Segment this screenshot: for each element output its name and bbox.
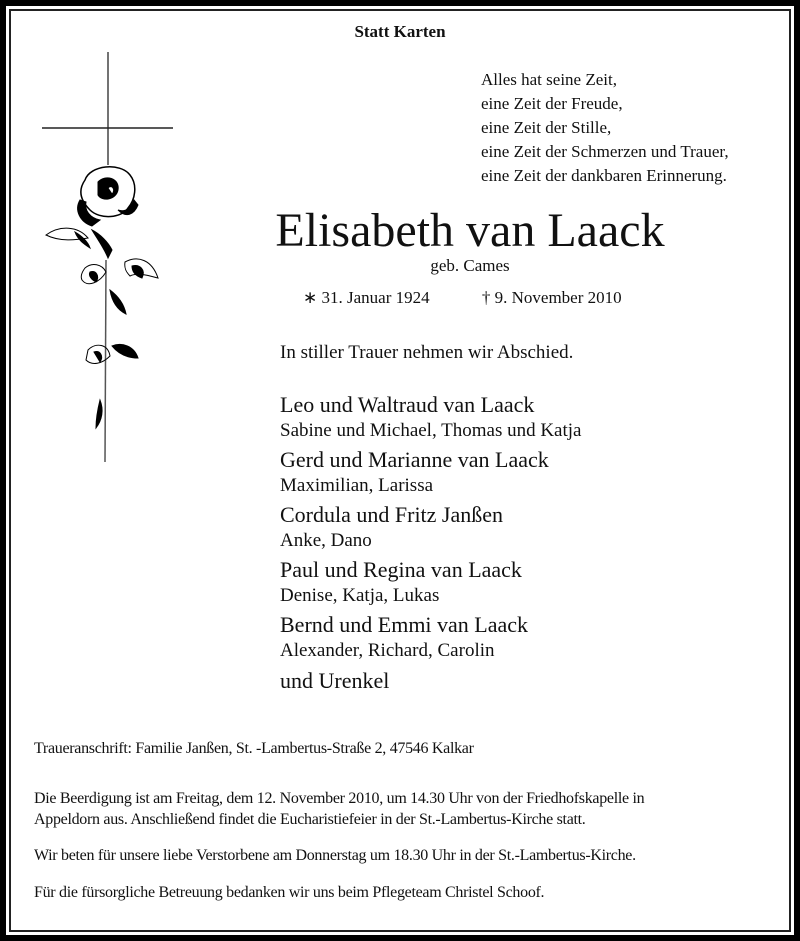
prayer-info: Wir beten für unsere liebe Verstorbene am Donnerstag um 18.30 Uhr in der St.-Lambertus-Kirche. — [34, 847, 636, 864]
family-couple: Bernd und Emmi van Laack — [280, 612, 529, 637]
maiden-name: geb. Cames — [430, 256, 510, 275]
poem-line: eine Zeit der dankbaren Erinnerung. — [481, 166, 727, 185]
life-dates — [303, 288, 622, 308]
death-date: † 9. November 2010 — [481, 288, 622, 307]
family-couple: Gerd und Marianne van Laack — [280, 447, 549, 472]
funeral-line: Appeldorn aus. Anschließend findet die Eucharistiefeier in der St.-Lambertus-Kirche statt. — [34, 811, 586, 828]
family-couple: Paul und Regina van Laack — [280, 557, 522, 582]
family-entry — [280, 501, 581, 553]
funeral-info — [34, 788, 644, 830]
family-list — [280, 391, 581, 695]
poem-line: eine Zeit der Stille, — [481, 118, 612, 137]
family-children: Denise, Katja, Lukas — [280, 585, 440, 606]
family-entry — [280, 391, 581, 443]
family-entry — [280, 611, 581, 663]
family-entry — [280, 556, 581, 608]
funeral-line: Die Beerdigung ist am Freitag, dem 12. November 2010, um 14.30 Uhr von der Friedhofskapelle in — [34, 790, 645, 807]
thanks-note: Für die fürsorgliche Betreuung bedanken wir uns beim Pflegeteam Christel Schoof. — [34, 884, 545, 901]
poem-line: eine Zeit der Schmerzen und Trauer, — [481, 142, 729, 161]
deceased-name: Elisabeth van Laack — [275, 204, 665, 257]
poem — [481, 68, 729, 188]
family-children: Anke, Dano — [280, 530, 372, 551]
poem-line: Alles hat seine Zeit, — [481, 70, 617, 89]
mourning-address: Traueranschrift: Familie Janßen, St. -Lambertus-Straße 2, 47546 Kalkar — [34, 740, 474, 757]
family-couple: Cordula und Fritz Janßen — [280, 502, 504, 527]
family-children: Alexander, Richard, Carolin — [280, 640, 495, 661]
notice-header: Statt Karten — [354, 22, 446, 41]
great-grandchildren: und Urenkel — [280, 668, 390, 693]
family-couple: Leo und Waltraud van Laack — [280, 392, 535, 417]
birth-date: ∗ 31. Januar 1924 — [303, 288, 430, 307]
poem-line: eine Zeit der Freude, — [481, 94, 623, 113]
family-children: Sabine und Michael, Thomas und Katja — [280, 420, 582, 441]
family-children: Maximilian, Larissa — [280, 475, 434, 496]
farewell-intro: In stiller Trauer nehmen wir Abschied. — [280, 342, 574, 363]
family-entry — [280, 446, 581, 498]
